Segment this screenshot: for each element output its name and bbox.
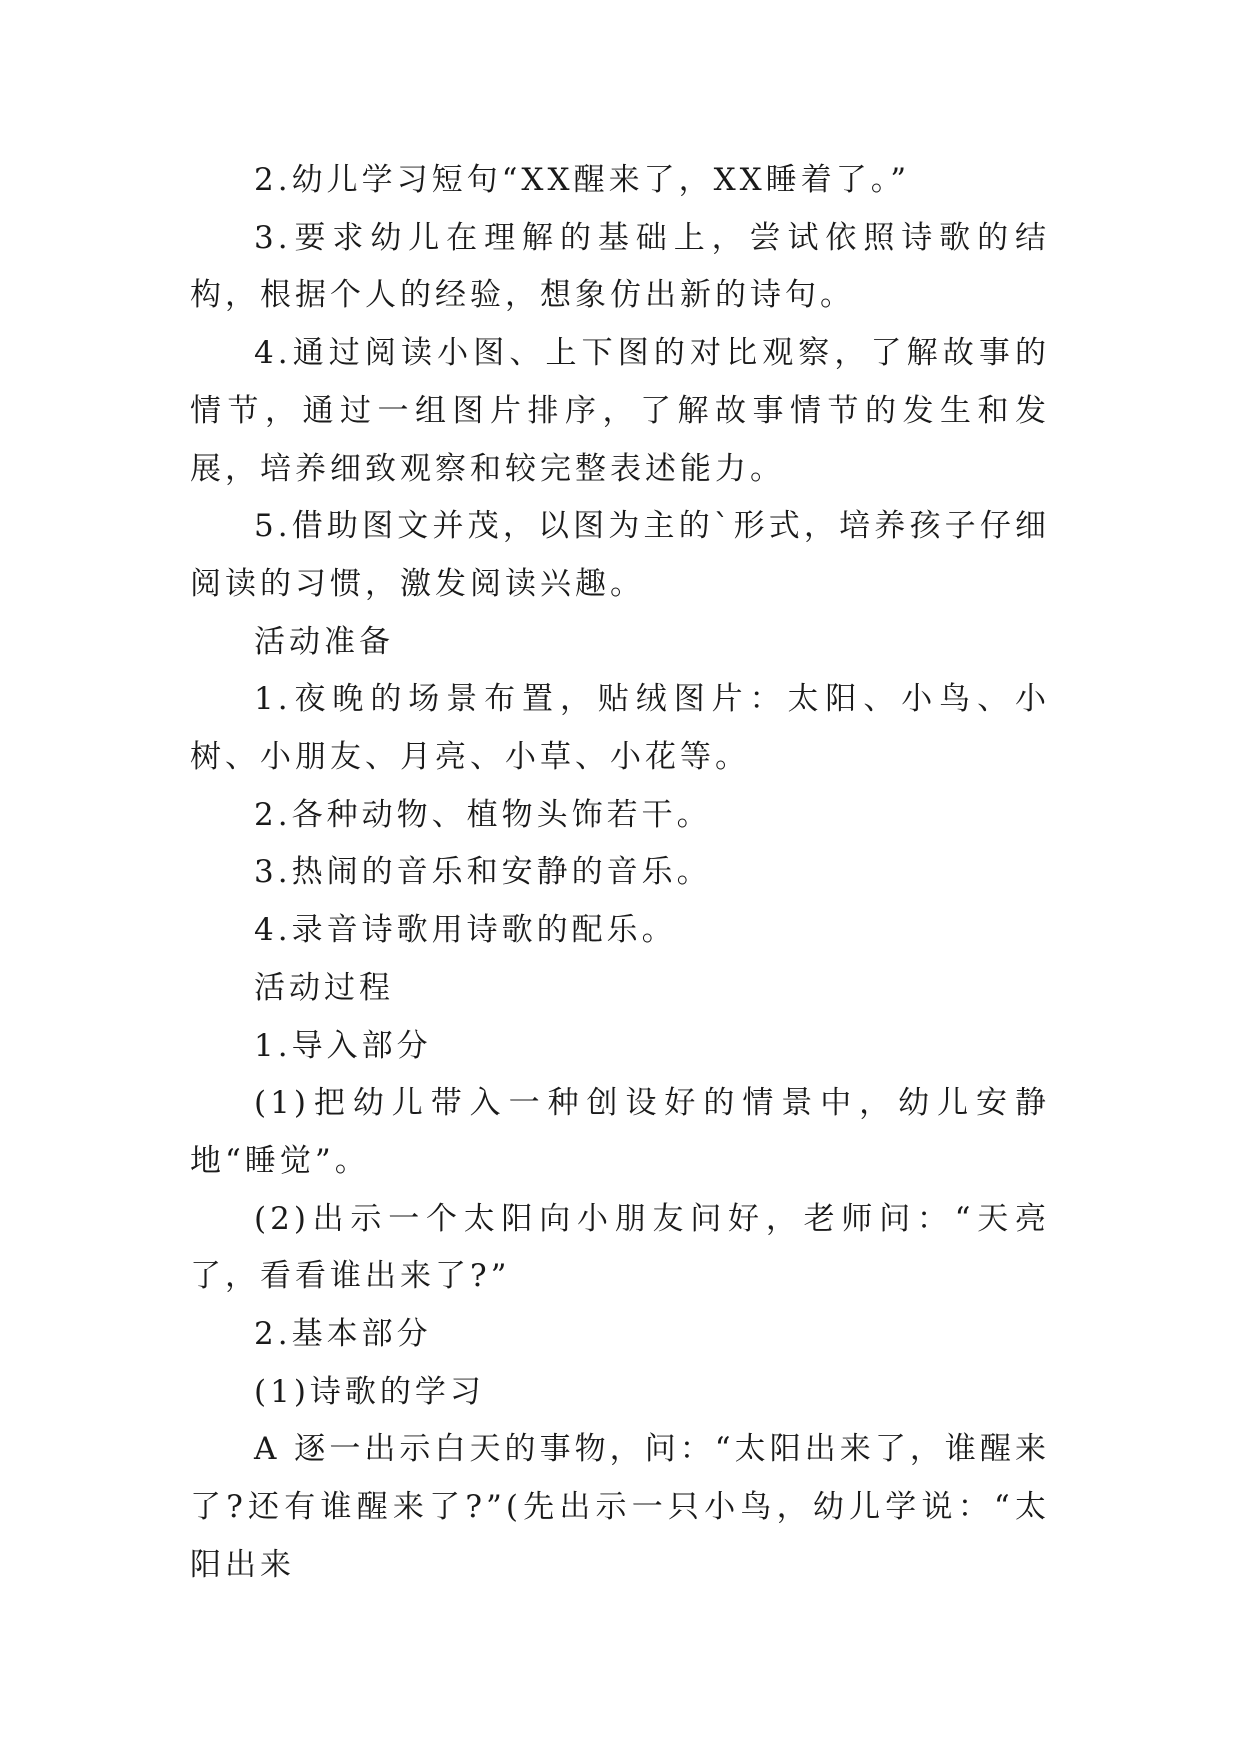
section-heading-preparation: 活动准备 [254,623,394,660]
paragraph-objective-2: 2.幼儿学习短句“XX醒来了，XX睡着了。” [254,162,911,198]
paragraph-preparation-4: 4.录音诗歌用诗歌的配乐。 [254,912,677,949]
paragraph-process-1-2: (2)出示一个太阳向小朋友问好，老师问：“天亮了，看看谁出来了?” [190,1200,1050,1295]
section-heading-process: 活动过程 [254,969,394,1006]
paragraph-preparation-2: 2.各种动物、植物头饰若干。 [254,796,712,833]
paragraph-process-2-1: (1)诗歌的学习 [254,1373,485,1410]
paragraph-process-1: 1.导入部分 [254,1027,432,1064]
paragraph-process-2: 2.基本部分 [254,1316,432,1353]
paragraph-process-1-1: (1)把幼儿带入一种创设好的情景中，幼儿安静地“睡觉”。 [190,1085,1050,1179]
paragraph-preparation-1: 1.夜晚的场景布置，贴绒图片：太阳、小鸟、小树、小朋友、月亮、小草、小花等。 [190,681,1050,776]
document-body [190,152,1050,1595]
paragraph-preparation-3: 3.热闹的音乐和安静的音乐。 [254,854,712,891]
paragraph-objective-4: 4.通过阅读小图、上下图的对比观察，了解故事的情节，通过一组图片排序，了解故事情节的发生和发展，培养细致观察和较完整表述能力。 [190,335,1050,487]
paragraph-objective-3: 3.要求幼儿在理解的基础上，尝试依照诗歌的结构，根据个人的经验，想象仿出新的诗句。 [190,219,1050,314]
paragraph-process-2-1-a: A 逐一出示白天的事物，问：“太阳出来了，谁醒来了?还有谁醒来了?”(先出示一只小鸟，幼儿学说：“太阳出来 [190,1431,1050,1583]
paragraph-objective-5: 5.借助图文并茂，以图为主的`形式，培养孩子仔细阅读的习惯，激发阅读兴趣。 [190,508,1050,602]
